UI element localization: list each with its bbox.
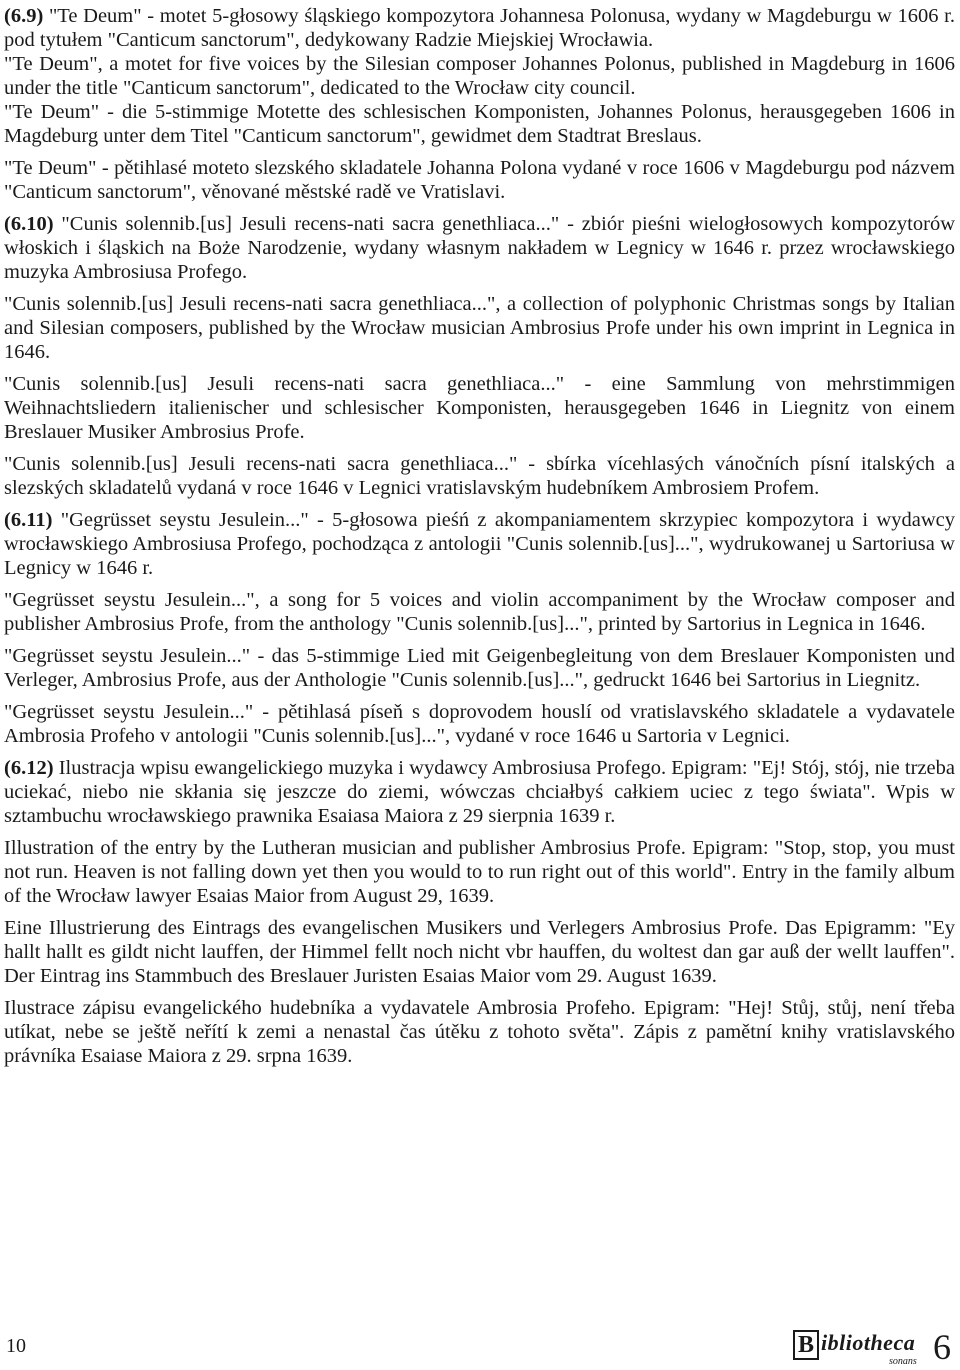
paragraph-6-9-en: "Te Deum", a motet for five voices by the Silesian composer Johannes Polonus, published in Magdeburg in 1606 under the title "Canticum sanctorum", dedicated to the Wrocław city council.: [4, 53, 955, 99]
logo-word: ibliotheca: [821, 1330, 916, 1355]
paragraph-6-12-pl: [4, 756, 955, 828]
paragraph-6-11-pl: [4, 508, 955, 580]
paragraph-6-11-cz: "Gegrüsset seystu Jesulein..." - pětihlasá píseň s doprovodem houslí od vratislavského skladatele a vydavatele Ambrosia Profeho v antologii "Cunis solennib.[us]...", vydané v roce 1646 u Sartoria v Legnici.: [4, 701, 955, 747]
paragraph-6-10-de: "Cunis solennib.[us] Jesuli recens-nati sacra genethliaca..." - eine Sammlung von mehrstimmigen Weihnachtsliedern italienischer und schlesischer Komponisten, herausgegeben 1646 in Liegnitz von einem Breslauer Musiker Ambrosius Profe.: [4, 373, 955, 443]
paragraph-6-10-pl: [4, 212, 955, 284]
paragraph-6-11-en: "Gegrüsset seystu Jesulein...", a song for 5 voices and violin accompaniment by the Wrocław composer and publisher Ambrosius Profe, from the anthology "Cunis solennib.[us]...", printed by Sartorius in Legnica in 1646.: [4, 589, 955, 635]
paragraph-6-9-pl: [4, 4, 955, 52]
bibliotheca-sonans-logo: [793, 1327, 957, 1368]
paragraph-6-11-de: "Gegrüsset seystu Jesulein..." - das 5-stimmige Lied mit Geigenbegleitung von dem Breslauer Komponisten und Verleger, Ambrosius Profe, aus der Anthologie "Cunis solennib.[us]...", gedruckt 1646 bei Sartorius in Liegnitz.: [4, 645, 955, 691]
logo-volume-number: 6: [933, 1327, 951, 1367]
paragraph-6-12-en: Illustration of the entry by the Lutheran musician and publisher Ambrosius Profe. Epigram: "Stop, stop, you must not run. Heaven is not falling down yet then you would to to run right out of this world". Entry in the family album of the Wrocław lawyer Esaias Maior from August 29, 1639.: [4, 837, 955, 907]
paragraph-6-12-cz: Ilustrace zápisu evangelického hudebníka a vydavatele Ambrosia Profeho. Epigram: "Hej! Stůj, stůj, není třeba utíkat, nebe se ještě neřítí k zemi a nenastal čas útěku z tohoto světa". Zápis z pamětní knihy vratislavského právníka Esaiase Maiora z 29. srpna 1639.: [4, 997, 955, 1067]
section-number: (6.12): [4, 757, 54, 779]
section-number: (6.10): [4, 213, 54, 235]
paragraph-text: "Cunis solennib.[us] Jesuli recens-nati sacra genethliaca..." - zbiór pieśni wielogłosowych kompozytorów włoskich i śląskich na Boże Narodzenie, wydany własnym nakładem w Legnicy w 1646 r. przez wrocławskiego muzyka Ambrosiusa Profego.: [4, 213, 955, 283]
paragraph-text: Ilustracja wpisu ewangelickiego muzyka i wydawcy Ambrosiusa Profego. Epigram: "Ej! Stój, stój, nie trzeba uciekać, niebo nie skłania się jeszcze do ziemi, wówczas chciałbyś całkiem uciec z tego świata". Wpis w sztambuchu wrocławskiego prawnika Esaiasa Maiora z 29 sierpnia 1639 r.: [4, 757, 955, 827]
paragraph-text: "Gegrüsset seystu Jesulein..." - 5-głosowa pieśń z akompaniamentem skrzypiec kompozytora i wydawcy wrocławskiego Ambrosiusa Profego, pochodząca z antologii "Cunis solennib.[us]...", wydrukowanej u Sartoriusa w Legnicy w 1646 r.: [4, 509, 955, 579]
section-number: (6.11): [4, 509, 53, 531]
section-number: (6.9): [4, 5, 44, 27]
paragraph-6-9-de: "Te Deum" - die 5-stimmige Motette des schlesischen Komponisten, Johannes Polonus, herausgegeben 1606 in Magdeburg unter dem Titel "Canticum sanctorum", gewidmet dem Stadtrat Breslaus.: [4, 101, 955, 147]
paragraph-6-10-en: "Cunis solennib.[us] Jesuli recens-nati sacra genethliaca...", a collection of polyphonic Christmas songs by Italian and Silesian composers, published by the Wrocław musician Ambrosius Profe under his own imprint in Legnica in 1646.: [4, 293, 955, 363]
paragraph-6-12-de: Eine Illustrierung des Eintrags des evangelischen Musikers und Verlegers Ambrosius Profe. Das Epigramm: "Ey hallt hallt es gildt nicht lauffen, der Himmel fellt noch nicht vbr hauffen, du woltest dan gar auß der wellt lauffen". Der Eintrag ins Stammbuch des Breslauer Juristen Esaias Maior vom 29. August 1639.: [4, 917, 955, 987]
document-body: [4, 4, 955, 1068]
paragraph-6-10-cz: "Cunis solennib.[us] Jesuli recens-nati sacra genethliaca..." - sbírka vícehlasých vánočních písní italských a slezských skladatelů vydaná v roce 1646 v Legnici vratislavským hudebníkem Ambrosiem Profem.: [4, 453, 955, 499]
paragraph-text: "Te Deum" - motet 5-głosowy śląskiego kompozytora Johannesa Polonusa, wydany w Magdeburgu w 1606 r. pod tytułem "Canticum sanctorum", dedykowany Radzie Miejskiej Wrocławia.: [4, 5, 955, 51]
page-number: 10: [6, 1335, 26, 1357]
logo-subtitle: sonans: [889, 1356, 917, 1367]
paragraph-6-9-cz: "Te Deum" - pětihlasé moteto slezského skladatele Johanna Polona vydané v roce 1606 v Magdeburgu pod názvem "Canticum sanctorum", věnované městské radě ve Vratislavi.: [4, 157, 955, 203]
logo-initial: B: [793, 1330, 819, 1360]
